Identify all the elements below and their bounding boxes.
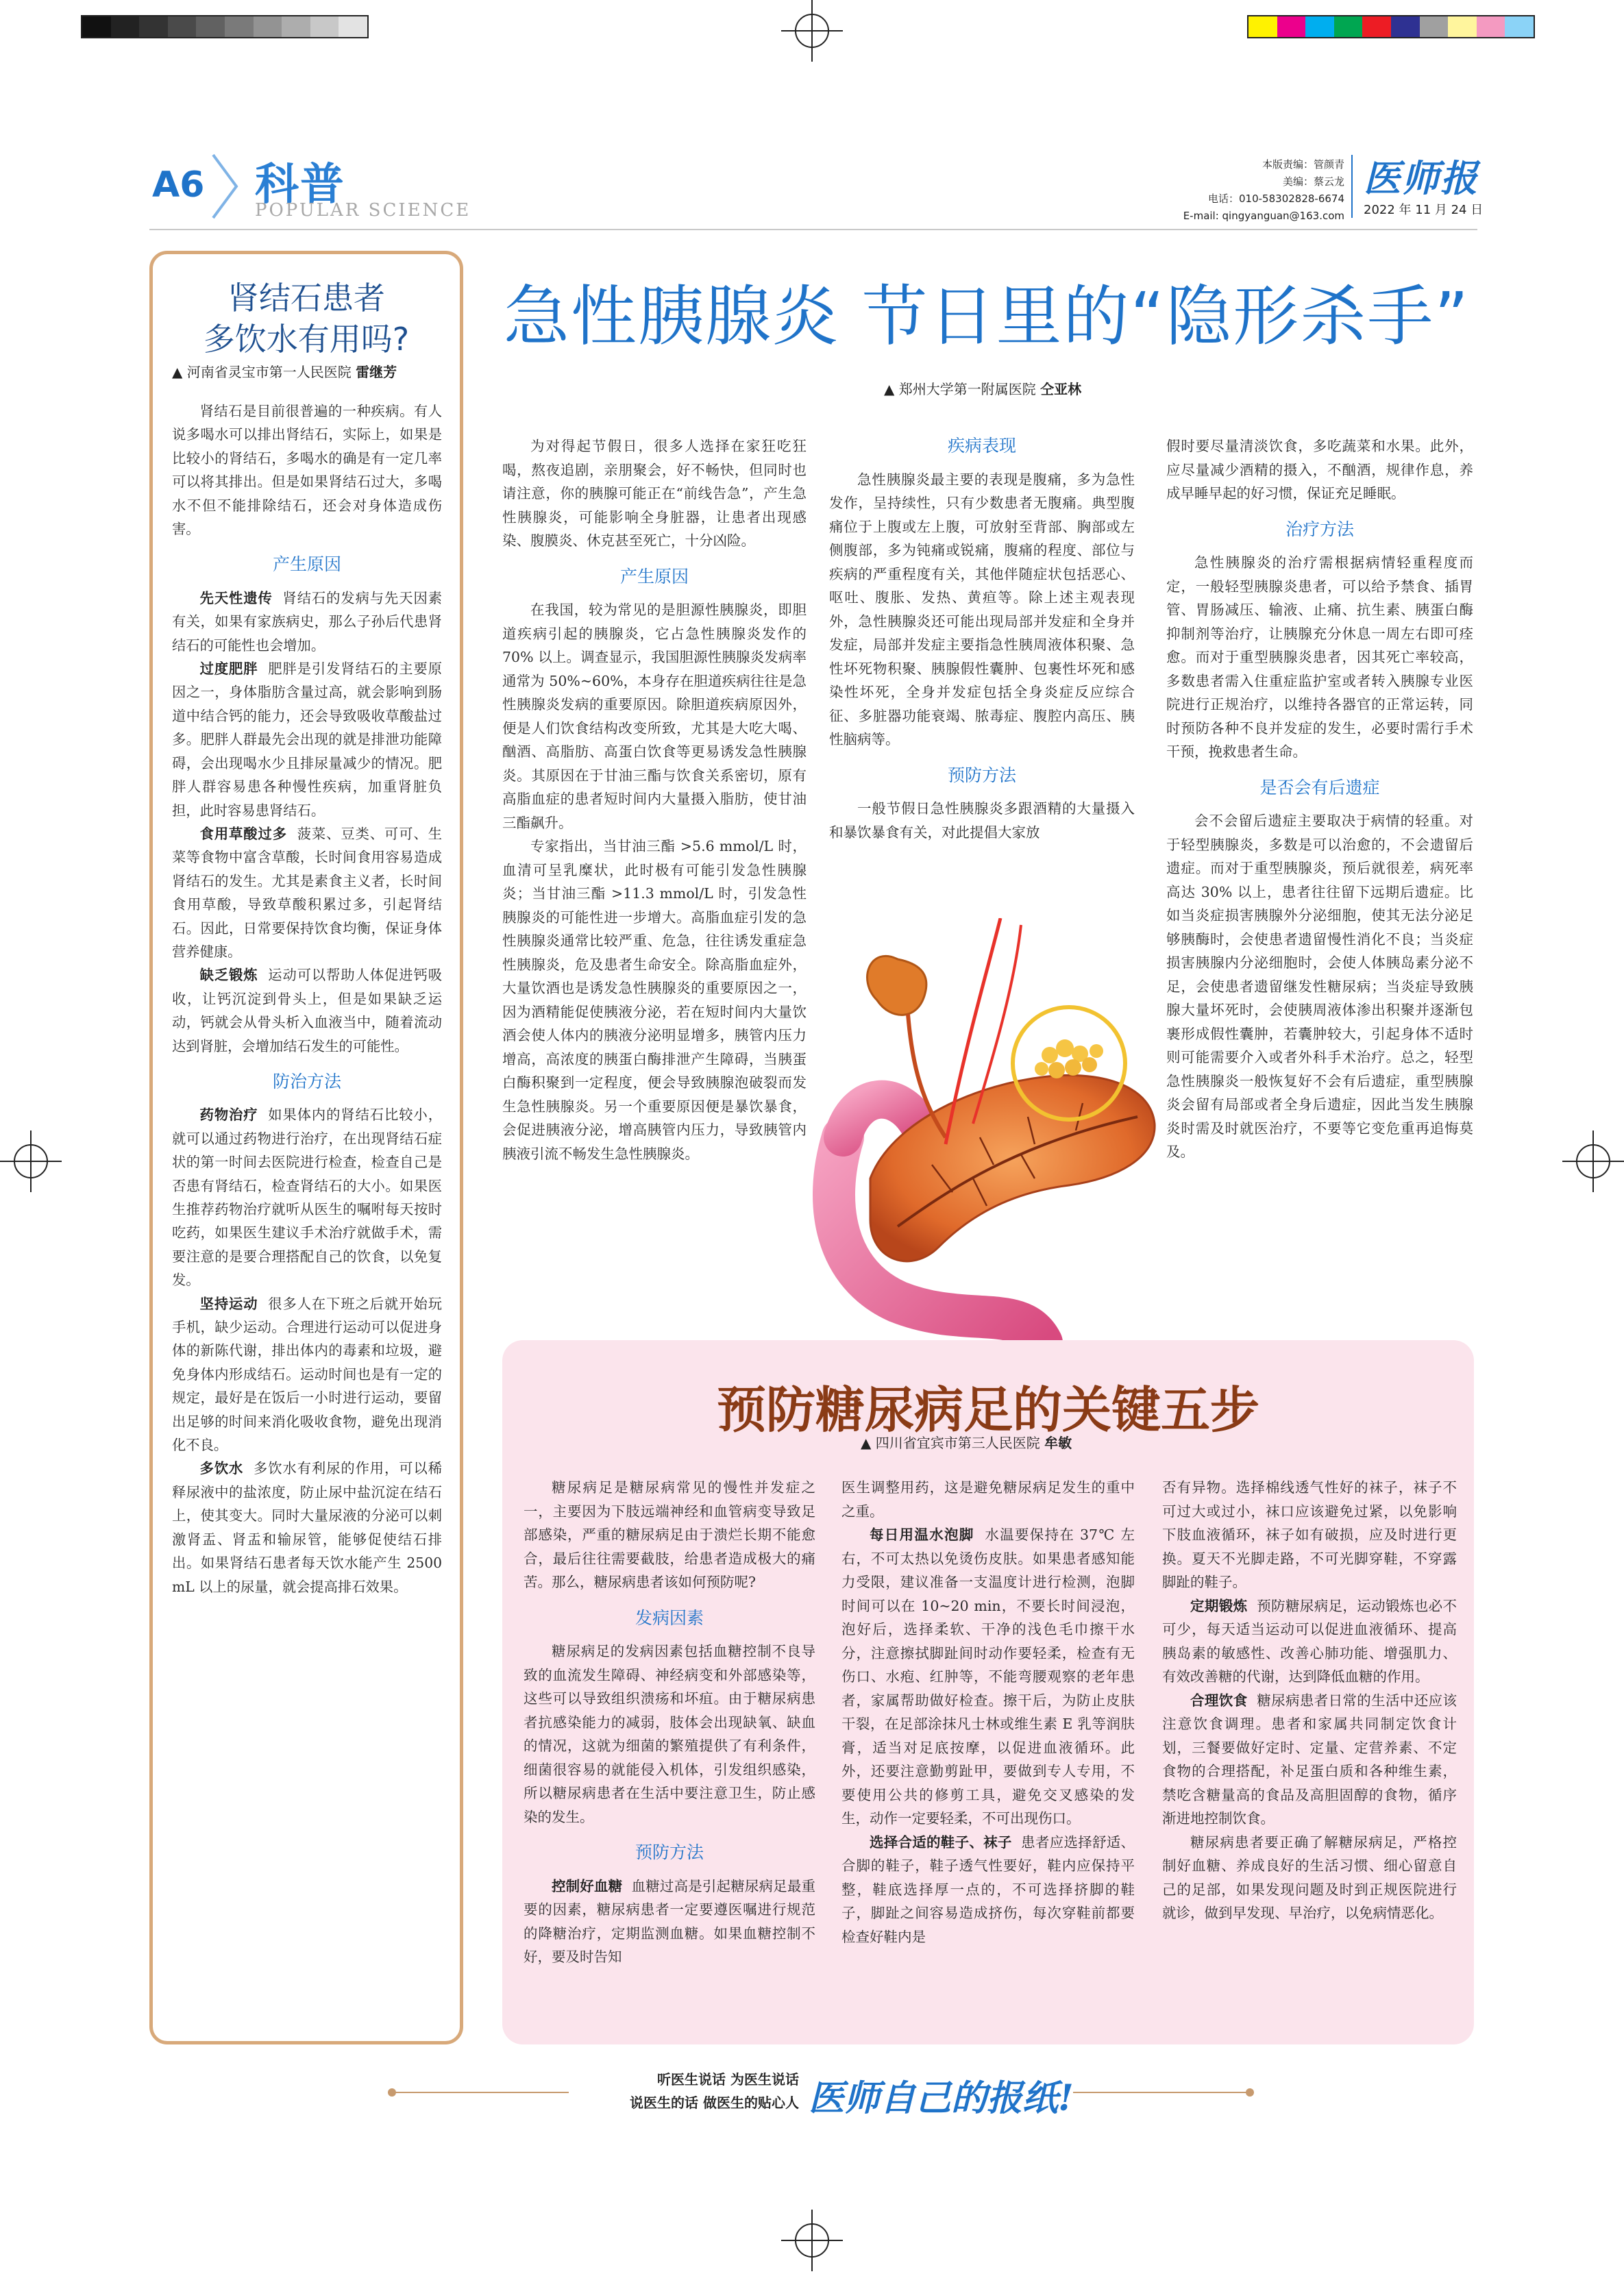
crosshair-right-icon bbox=[1562, 1130, 1624, 1192]
sidebar-para: 缺乏锻炼 运动可以帮助人体促进钙吸收，让钙沉淀到骨头上，但是如果缺乏运动，钙就会从骨头析入血液当中，随着流动达到肾脏，会增加结石发生的可能性。 bbox=[172, 967, 442, 1054]
footer-tagline: 医师自己的报纸! bbox=[809, 2077, 1074, 2119]
diabetes-paragraph: 控制好血糖 血糖过高是引起糖尿病足最重要的因素，糖尿病患者一定要遵医嘱进行规范的降糖治疗，定期监测血糖。如果血糖控制不好，要及时告知 bbox=[524, 1877, 815, 1965]
sidebar-para: 坚持运动 很多人在下班之后就开始玩手机，缺少运动。合理进行运动可以促进身体的新陈代谢，排出体内的毒素和垃圾，避免身体内形成结石。运动时间也是有一定的规定，最好是在饭后一小时进行运动，要留出足够的时间来消化吸收食物，避免出现消化不良。 bbox=[172, 1295, 442, 1454]
diabetes-paragraph: 否有异物。选择棉线透气性好的袜子，袜子不可过大或过小，袜口应该避免过紧，以免影响下肢血液循环，袜子如有破损，应及时进行更换。夏天不光脚走路，不可光脚穿鞋，不穿露脚趾的鞋子。 bbox=[1162, 1479, 1457, 1590]
editor-credit: 本版责编：管颜青 bbox=[1262, 158, 1344, 171]
main-paragraph: 一般节假日急性胰腺炎多跟酒精的大量摄入和暴饮暴食有关，对此提倡大家放 bbox=[829, 800, 1135, 841]
paper-logo: 医师报 bbox=[1364, 156, 1479, 200]
diabetes-paragraph: 每日用温水泡脚 水温要保持在 37℃ 左右，不可太热以免烫伤皮肤。如果患者感知能力受限，建议准备一支温度计进行检测，泡脚时间可以在 10~20 min，不要长时间浸泡，泡好后，选择柔软、干净的浅色毛巾擦干水分，注意擦拭脚趾间时动作要轻柔，检查有无伤口、水疱、红肿等，不能弯腰观察的老年患者，家属帮助做好检查。擦干后，为防止皮肤干裂，在足部涂抹凡士林或维生素 E 乳等润肤膏，适当对足底按摩，以促进血液循环。此外，还要注意勤剪趾甲，要做到专人专用，不要使用公共的修剪工具，避免交叉感染的发生，动作一定要轻柔，不可出现伤口。 bbox=[841, 1527, 1135, 1827]
main-author-name: 仝亚林 bbox=[1040, 381, 1082, 397]
main-article-title: 急性胰腺炎 节日里的“隐形杀手” bbox=[504, 278, 1470, 355]
main-article-author bbox=[884, 378, 1268, 398]
main-heading-causes: 产生原因 bbox=[619, 566, 689, 586]
sidebar-title-line1: 肾结石患者 bbox=[227, 280, 385, 317]
footer-rule-left bbox=[393, 2092, 569, 2093]
page-number: A6 bbox=[152, 164, 205, 206]
sidebar-author-org: ▲ 河南省灵宝市第一人民医院 bbox=[172, 364, 352, 380]
diabetes-col-3 bbox=[1162, 1476, 1457, 1925]
main-heading-symptoms: 疾病表现 bbox=[947, 436, 1016, 456]
sidebar-heading-prevention: 防治方法 bbox=[272, 1071, 341, 1091]
diabetes-author-org: ▲ 四川省宜宾市第三人民医院 bbox=[861, 1435, 1040, 1451]
masthead-info bbox=[1151, 156, 1344, 225]
diabetes-heading-prevention: 预防方法 bbox=[635, 1842, 704, 1862]
masthead-divider bbox=[1351, 155, 1353, 218]
sidebar-body bbox=[172, 399, 442, 1598]
header-rule bbox=[149, 229, 1477, 230]
footer-slogan-2: 说医生的话 做医生的贴心人 bbox=[630, 2094, 799, 2111]
main-heading-sequelae: 是否会有后遗症 bbox=[1259, 777, 1380, 798]
main-heading-treatment: 治疗方法 bbox=[1285, 519, 1354, 539]
main-paragraph: 为对得起节假日，很多人选择在家狂吃狂喝，熬夜追剧，亲朋聚会，好不畅快，但同时也请注意，你的胰腺可能正在“前线告急”，产生急性胰腺炎，可能影响全身脏器，让患者出现感染、腹膜炎、休克甚至死亡，十分凶险。 bbox=[502, 438, 807, 549]
main-col-2 bbox=[829, 434, 1135, 844]
diabetes-paragraph: 定期锻炼 预防糖尿病足，运动锻炼也必不可少，每天适当运动可以促进血液循环、提高胰岛素的敏感性、改善心肺功能、增强肌力、有效改善糖的代谢，达到降低血糖的作用。 bbox=[1162, 1597, 1457, 1685]
sidebar-author bbox=[172, 361, 453, 381]
sidebar-para: 过度肥胖 肥胖是引发肾结石的主要原因之一，身体脂肪含量过高，就会影响到肠道中结合钙的能力，还会导致吸收草酸盐过多。肥胖人群最先会出现的就是排泄功能障碍，会出现喝水少且排尿量减少的情况。肥胖人群容易患各种慢性疾病，加重肾脏负担，此时容易患肾结石。 bbox=[172, 660, 442, 819]
section-subtitle: POPULAR SCIENCE bbox=[255, 200, 471, 221]
footer-rule-right bbox=[1073, 2092, 1248, 2093]
main-author-org: ▲ 郑州大学第一附属医院 bbox=[884, 381, 1036, 397]
main-paragraph: 会不会留后遗症主要取决于病情的轻重。对于轻型胰腺炎，多数是可以治愈的，不会遗留后遗症。而对于重型胰腺炎，预后就很差，病死率高达 30% 以上，患者往往留下远期后遗症。比如当炎症损害胰腺外分泌细胞，使其无法分泌足够胰酶时，会使患者遗留慢性消化不良；当炎症损害胰腺内分泌细胞时，会使人体胰岛素分泌不足，会使患者遗留继发性糖尿病；当炎症导致胰腺大量坏死时，会使胰周液体渗出积聚并逐渐包裹形成假性囊肿，若囊肿较大，引起身体不适时则可能需要介入或者外科手术治疗。总之，轻型急性胰腺炎一般恢复好不会有后遗症，重型胰腺炎会留有局部或者全身后遗症，因此当发生胰腺炎时需及时就医治疗，不要等它变危重再追悔莫及。 bbox=[1166, 813, 1473, 1160]
phone-contact: 电话：010-58302828-6674 bbox=[1208, 193, 1344, 205]
main-paragraph: 专家指出，当甘油三酯 >5.6 mmol/L 时，血清可呈乳糜状，此时极有可能引发急性胰腺炎；当甘油三酯 >11.3 mmol/L 时，引发急性胰腺炎的可能性进一步增大。高脂血症引发的急性胰腺炎通常比较严重、危急，往往诱发重症急性胰腺炎，危及患者生命安全。除高脂血症外，大量饮酒也是诱发急性胰腺炎的重要原因之一，因为酒精能促使胰液分泌，若在短时间内大量饮酒会使人体内的胰液分泌明显增多，胰管内压力增高，高浓度的胰蛋白酶排泄产生障碍，当胰蛋白酶积聚到一定程度，便会导致胰腺泡破裂而发生急性胰腺炎。另一个重要原因便是暴饮暴食，会促进胰液分泌，增高胰管内压力，导致胰管内胰液引流不畅发生急性胰腺炎。 bbox=[502, 838, 807, 1162]
sidebar-title-line2: 多饮水有用吗? bbox=[203, 321, 410, 358]
issue-date: 2022 年 11 月 24 日 bbox=[1364, 203, 1484, 217]
sidebar-author-name: 雷继芳 bbox=[356, 364, 397, 380]
sidebar-para: 食用草酸过多 菠菜、豆类、可可、生菜等食物中富含草酸，长时间食用容易造成肾结石的发生。尤其是素食主义者，长时间食用草酸，导致草酸积累过多，引起肾结石。因此，日常要保持饮食均衡，保证身体营养健康。 bbox=[172, 825, 442, 960]
sidebar-para: 药物治疗 如果体内的肾结石比较小，就可以通过药物进行治疗，在出现肾结石症状的第一时间去医院进行检查，检查自己是否患有肾结石，检查肾结石的大小。如果医生推荐药物治疗就听从医生的嘱咐每天按时吃药，如果医生建议手术治疗就做手术，需要注意的是要合理搭配自己的饮食，以免复发。 bbox=[172, 1107, 442, 1289]
main-paragraph: 急性胰腺炎的治疗需根据病情轻重程度而定，一般轻型胰腺炎患者，可以给予禁食、插胃管、胃肠减压、输液、止痛、抗生素、胰蛋白酶抑制剂等治疗，让胰腺充分休息一周左右即可痊愈。而对于重型胰腺炎患者，因其死亡率较高，多数患者需入住重症监护室或者转入胰腺专业医院进行正规治疗，以维持各器官的正常运转，同时预防各种不良并发症的发生，必要时需行手术干预，挽救患者生命。 bbox=[1166, 554, 1473, 760]
footer-slogan-1: 听医生说话 为医生说话 bbox=[657, 2071, 799, 2088]
registration-color-bar bbox=[1247, 15, 1535, 38]
footer-dot-right bbox=[1246, 2088, 1254, 2097]
footer-dot-left bbox=[388, 2088, 396, 2097]
chevron-right-icon bbox=[209, 152, 241, 221]
sidebar-heading-causes: 产生原因 bbox=[272, 554, 341, 575]
sidebar-para: 先天性遗传 肾结石的发病与先天因素有关，如果有家族病史，那么子孙后代患肾结石的可能性也会增加。 bbox=[172, 589, 442, 654]
diabetes-paragraph: 医生调整用药，这是避免糖尿病足发生的重中之重。 bbox=[841, 1479, 1135, 1520]
main-paragraph: 假时要尽量清淡饮食，多吃蔬菜和水果。此外，应尽量减少酒精的摄入，不酗酒，规律作息，养成早睡早起的好习惯，保证充足睡眠。 bbox=[1166, 438, 1473, 502]
main-col-1 bbox=[502, 434, 807, 1165]
main-paragraph: 急性胰腺炎最主要的表现是腹痛，多为急性发作，呈持续性，只有少数患者无腹痛。典型腹痛位于上腹或左上腹，可放射至背部、胸部或左侧腹部，多为钝痛或锐痛，腹痛的程度、部位与疾病的严重程度有关，其他伴随症状包括恶心、呕吐、腹胀、发热、黄疸等。除上述主观表现外，急性胰腺炎还可能出现局部并发症和全身并发症，局部并发症主要指急性胰周液体积聚、急性坏死物积聚、胰腺假性囊肿、包裹性坏死和感染性坏死，全身并发症包括全身炎症反应综合征、多脏器功能衰竭、脓毒症、腹腔内高压、胰性脑病等。 bbox=[829, 471, 1135, 747]
diabetes-author-name: 牟敏 bbox=[1044, 1435, 1072, 1451]
diabetes-paragraph: 糖尿病患者要正确了解糖尿病足，严格控制好血糖、养成良好的生活习惯、细心留意自己的足部，如果发现问题及时到正规医院进行就诊，做到早发现、早治疗，以免病情恶化。 bbox=[1162, 1833, 1457, 1921]
diabetes-paragraph: 糖尿病足的发病因素包括血糖控制不良导致的血流发生障碍、神经病变和外部感染等，这些可以导致组织溃疡和坏疽。由于糖尿病患者抗感染能力的减弱，肢体会出现缺氧、缺血的情况，这就为细菌的繁殖提供了有利条件，细菌很容易的就能侵入机体，引发组织感染，所以糖尿病患者在生活中要注意卫生，防止感染的发生。 bbox=[524, 1643, 815, 1825]
diabetes-paragraph: 合理饮食 糖尿病患者日常的生活中还应该注意饮食调理。患者和家属共同制定饮食计划，三餐要做好定时、定量、定营养素、不定食物的合理搭配，补足蛋白质和各种维生素，禁吃含糖量高的食品及高胆固醇的食物，循序渐进地控制饮食。 bbox=[1162, 1692, 1457, 1827]
diabetes-col-1 bbox=[524, 1476, 815, 1969]
diabetes-heading-causes: 发病因素 bbox=[635, 1607, 704, 1628]
pancreas-illustration bbox=[795, 918, 1179, 1357]
diabetes-article-author bbox=[861, 1432, 1203, 1452]
main-paragraph: 在我国，较为常见的是胆源性胰腺炎，即胆道疾病引起的胰腺炎，它占急性胰腺炎发作的 70% 以上。调查显示，我国胆源性胰腺炎发病率通常为 50%~60%，本身存在胆道疾病往往是急性胰腺炎发病的重要原因。除胆道疾病原因外，便是人们饮食结构改变所致，尤其是大吃大喝、酗酒、高脂肪、高蛋白饮食等更易诱发急性胰腺炎。其原因在于甘油三酯与饮食关系密切，原有高脂血症的患者短时间内大量摄入脂肪，使甘油三酯飙升。 bbox=[502, 602, 807, 831]
main-heading-prevention: 预防方法 bbox=[947, 765, 1016, 785]
footer-slogans bbox=[573, 2068, 799, 2114]
main-col-3 bbox=[1166, 434, 1473, 1164]
sidebar-kidney-stones bbox=[149, 251, 463, 2044]
crosshair-left-icon bbox=[0, 1130, 62, 1192]
sidebar-intro: 肾结石是目前很普遍的一种疾病。有人说多喝水可以排出肾结石，实际上，如果是比较小的肾结石，多喝水的确是有一定几率可以将其排出。但是如果肾结石过大，多喝水不但不能排除结石，还会对身体造成伤害。 bbox=[172, 403, 442, 538]
diabetes-paragraph: 糖尿病足是糖尿病常见的慢性并发症之一，主要因为下肢远端神经和血管病变导致足部感染，严重的糖尿病足由于溃烂长期不能愈合，最后往往需要截肢，给患者造成极大的痛苦。那么，糖尿病患者该如何预防呢? bbox=[524, 1479, 815, 1590]
crosshair-bottom-icon bbox=[781, 2210, 843, 2271]
diabetes-article-title: 预防糖尿病足的关键五步 bbox=[716, 1381, 1259, 1439]
designer-credit: 美编：蔡云龙 bbox=[1282, 175, 1344, 188]
crosshair-top-icon bbox=[781, 0, 843, 62]
sidebar-para: 多饮水 多饮水有利尿的作用，可以稀释尿液中的盐浓度，防止尿中盐沉淀在结石上，使其变大。同时大量尿液的分泌可以刺激肾盂、肾盂和输尿管，能够促使结石排出。如果肾结石患者每天饮水能产生 2500 mL 以上的尿量，就会提高排石效果。 bbox=[172, 1460, 442, 1595]
email-contact: E-mail: qingyanguan@163.com bbox=[1183, 210, 1344, 222]
diabetes-paragraph: 选择合适的鞋子、袜子 患者应选择舒适、合脚的鞋子，鞋子透气性要好，鞋内应保持平整，鞋底选择厚一点的，不可选择挤脚的鞋子，脚趾之间容易造成挤伤，每次穿鞋前都要检查好鞋内是 bbox=[841, 1833, 1135, 1945]
diabetes-col-2 bbox=[841, 1476, 1135, 1949]
registration-gray-bar bbox=[81, 15, 369, 38]
section-title: 科普 bbox=[255, 160, 345, 210]
